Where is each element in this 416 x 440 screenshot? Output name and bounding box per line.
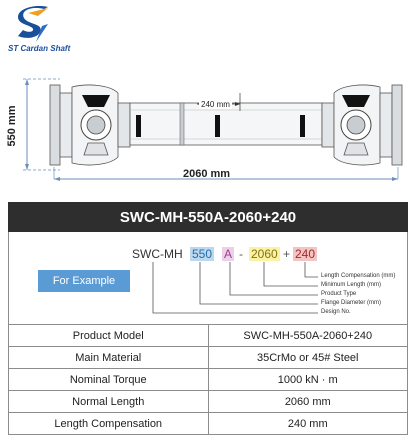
spec-value: 35CrMo or 45# Steel	[208, 347, 408, 369]
code-flange-diameter: 550	[192, 247, 213, 261]
brand-name: ST Cardan Shaft	[8, 44, 71, 53]
table-row	[9, 391, 408, 413]
width-dimension-label: 2060 mm	[183, 168, 231, 180]
code-dash: -	[239, 247, 243, 261]
code-product-type: A	[224, 247, 233, 261]
spec-label: Product Model	[9, 325, 209, 347]
code-plus: +	[283, 247, 291, 261]
compensation-dimension-label: 240 mm	[201, 100, 230, 109]
spec-label: Main Material	[9, 347, 209, 369]
legend-minimum-length: Minimum Length (mm)	[321, 282, 382, 288]
spec-label: Length Compensation	[9, 413, 209, 435]
code-design-no: SWC-MH	[132, 247, 183, 261]
legend-design-no: Design No.	[321, 309, 351, 315]
for-example-button[interactable]: For Example	[38, 270, 130, 292]
legend-product-type: Product Type	[321, 291, 357, 297]
table-row	[9, 413, 408, 435]
spec-value: 240 mm	[208, 413, 408, 435]
spec-value: 1000 kN · m	[208, 369, 408, 391]
spec-label: Nominal Torque	[9, 369, 209, 391]
model-title: SWC-MH-550A-2060+240	[8, 202, 408, 232]
spec-table	[8, 324, 408, 435]
height-dimension-label: 550 mm	[6, 105, 18, 147]
spec-value: 2060 mm	[208, 391, 408, 413]
spec-label: Normal Length	[9, 391, 209, 413]
code-length-compensation: 240	[295, 247, 316, 261]
table-row	[9, 347, 408, 369]
legend-length-compensation: Length Compensation (mm)	[321, 273, 396, 279]
table-row	[9, 325, 408, 347]
legend-flange-diameter: Flange Diameter (mm)	[321, 300, 382, 306]
code-minimum-length: 2060	[251, 247, 278, 261]
table-row	[9, 369, 408, 391]
spec-value: SWC-MH-550A-2060+240	[208, 325, 408, 347]
